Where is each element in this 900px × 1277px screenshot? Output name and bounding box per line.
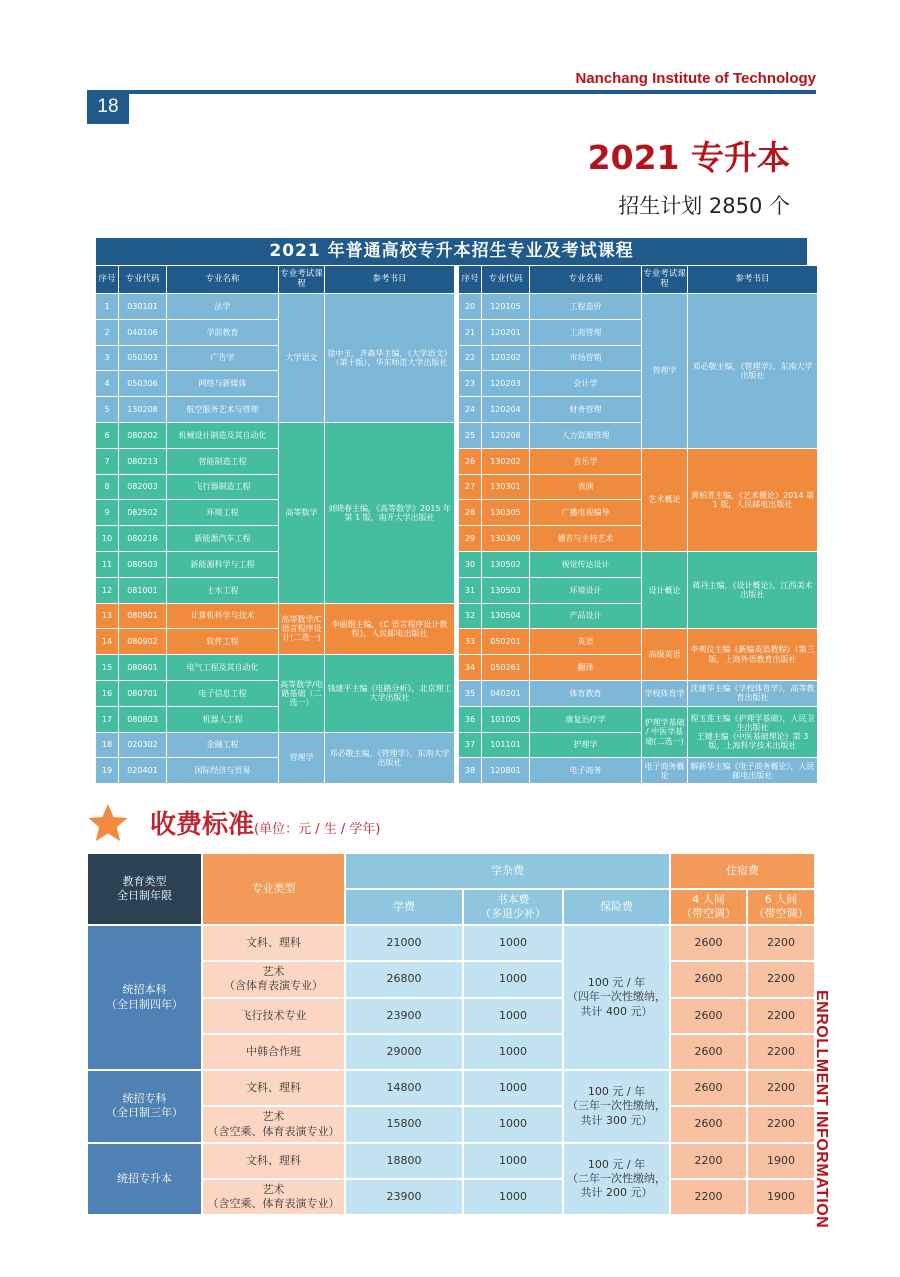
edu-type-label: 统招专升本 (88, 1144, 201, 1215)
major-code: 080701 (119, 681, 166, 706)
reference-books: 邓必敬主编，《管理学》，东南大学出版社 (688, 294, 817, 448)
major-no: 7 (96, 449, 118, 474)
exam-course: 高等数学/C 语言程序设计(二选一) (279, 604, 324, 655)
major-type: 艺术 （含空乘、体育表演专业） (203, 1107, 344, 1141)
tuition-fee: 29000 (346, 1035, 462, 1069)
major-name: 播音与主持艺术 (530, 526, 641, 551)
major-code: 120201 (482, 320, 529, 345)
major-code: 130305 (482, 500, 529, 525)
room6-fee: 2200 (748, 926, 814, 960)
tuition-fee: 21000 (346, 926, 462, 960)
major-code: 040201 (482, 681, 529, 706)
major-type: 中韩合作班 (203, 1035, 344, 1069)
reference-books: 程玉莲主编《护理学基础》，人民卫生出版社 王键主编《中医基础理论》第 3 版，上海科学技术出版社 (688, 707, 817, 758)
major-name: 音乐学 (530, 449, 641, 474)
major-name: 环境工程 (167, 500, 278, 525)
major-no: 1 (96, 294, 118, 319)
room4-fee: 2600 (671, 999, 746, 1033)
major-name: 英语 (530, 629, 641, 654)
edu-type-label: 统招本科 （全日制四年） (88, 926, 201, 1069)
major-code: 080902 (119, 629, 166, 654)
major-code: 130208 (119, 397, 166, 422)
major-code: 130503 (482, 578, 529, 603)
header-lodging: 住宿费 (671, 854, 814, 888)
major-code: 050306 (119, 371, 166, 396)
fees-heading (150, 804, 380, 841)
major-no: 36 (459, 707, 481, 732)
room4-fee: 2600 (671, 1071, 746, 1105)
major-name: 计算机科学与技术 (167, 604, 278, 629)
reference-books: 解新华主编《电子商务概论》，人民邮电出版社 (688, 758, 817, 783)
major-name: 财务管理 (530, 397, 641, 422)
major-name: 广告学 (167, 346, 278, 371)
header-rule (128, 90, 816, 94)
insurance-fee: 100 元 / 年 （三年一次性缴纳， 共计 300 元） (564, 1071, 669, 1142)
column-gap (455, 266, 458, 783)
reference-books: 李丽娟主编，《C 语言程序设计教程》，人民邮电出版社 (325, 604, 454, 655)
page-number: 18 (87, 90, 129, 124)
exam-course: 高等数学/电路基础（二选一） (279, 655, 324, 731)
major-name: 工商管理 (530, 320, 641, 345)
major-code: 130202 (482, 449, 529, 474)
major-name: 软件工程 (167, 629, 278, 654)
major-no: 37 (459, 733, 481, 758)
room6-fee: 2200 (748, 999, 814, 1033)
header-no: 序号 (459, 266, 481, 293)
major-code: 130504 (482, 604, 529, 629)
room6-fee: 2200 (748, 962, 814, 996)
header-books: 参考书目 (325, 266, 454, 293)
major-name: 翻译 (530, 655, 641, 680)
major-name: 工程造价 (530, 294, 641, 319)
major-no: 5 (96, 397, 118, 422)
exam-course: 管理学 (642, 294, 687, 448)
book-fee: 1000 (464, 926, 562, 960)
exam-course: 电子商务概论 (642, 758, 687, 783)
room4-fee: 2200 (671, 1180, 746, 1214)
header-misc-fees: 学杂费 (346, 854, 669, 888)
major-name: 电气工程及其自动化 (167, 655, 278, 680)
major-no: 28 (459, 500, 481, 525)
major-no: 21 (459, 320, 481, 345)
major-no: 2 (96, 320, 118, 345)
header-room6: 6 人间 （带空调） (748, 890, 814, 924)
header-exam: 专业考试课程 (279, 266, 324, 293)
major-no: 11 (96, 552, 118, 577)
major-code: 120105 (482, 294, 529, 319)
major-name: 表演 (530, 475, 641, 500)
header-major-type: 专业类型 (203, 854, 344, 924)
major-no: 29 (459, 526, 481, 551)
major-type: 文科、理科 (203, 926, 344, 960)
major-code: 120202 (482, 346, 529, 371)
room6-fee: 2200 (748, 1071, 814, 1105)
exam-course: 学校体育学 (642, 681, 687, 706)
major-name: 法学 (167, 294, 278, 319)
major-no: 31 (459, 578, 481, 603)
exam-course: 高级英语 (642, 629, 687, 680)
major-name: 机械设计制造及其自动化 (167, 423, 278, 448)
room6-fee: 2200 (748, 1107, 814, 1141)
major-no: 24 (459, 397, 481, 422)
major-no: 12 (96, 578, 118, 603)
major-code: 080202 (119, 423, 166, 448)
major-name: 国际经济与贸易 (167, 758, 278, 783)
header-insurance: 保险费 (564, 890, 669, 924)
header-books: 参考书目 (688, 266, 817, 293)
majors-table-title: 2021 年普通高校专升本招生专业及考试课程 (96, 238, 807, 265)
exam-course: 高等数学 (279, 423, 324, 603)
major-name: 环境设计 (530, 578, 641, 603)
major-name: 网络与新媒体 (167, 371, 278, 396)
tuition-fee: 14800 (346, 1071, 462, 1105)
major-no: 17 (96, 707, 118, 732)
tuition-fee: 23900 (346, 999, 462, 1033)
fees-table (88, 854, 814, 1214)
header-code: 专业代码 (119, 266, 166, 293)
major-name: 航空服务艺术与管理 (167, 397, 278, 422)
reference-books: 黄柏青主编，《艺术概论》2014 第 1 版，人民邮电出版社 (688, 449, 817, 551)
header-name: 专业名称 (530, 266, 641, 293)
major-type: 艺术 （含空乘、体育表演专业） (203, 1180, 344, 1214)
major-code: 030101 (119, 294, 166, 319)
major-name: 会计学 (530, 371, 641, 396)
edu-type-label: 统招专科 （全日制三年） (88, 1071, 201, 1142)
header-tuition: 学费 (346, 890, 462, 924)
major-name: 广播电视编导 (530, 500, 641, 525)
major-code: 120204 (482, 397, 529, 422)
reference-books: 李观仪主编《新编英语教程》（第三版，上海外语教育出版社 (688, 629, 817, 680)
major-name: 护理学 (530, 733, 641, 758)
major-name: 飞行器制造工程 (167, 475, 278, 500)
major-no: 32 (459, 604, 481, 629)
major-code: 082003 (119, 475, 166, 500)
major-no: 22 (459, 346, 481, 371)
major-no: 30 (459, 552, 481, 577)
room6-fee: 2200 (748, 1035, 814, 1069)
major-no: 20 (459, 294, 481, 319)
major-no: 15 (96, 655, 118, 680)
header-books: 书本费 （多退少补） (464, 890, 562, 924)
room4-fee: 2200 (671, 1144, 746, 1178)
major-code: 080503 (119, 552, 166, 577)
reference-books: 刘晓春主编，《高等数学》2015 年第 1 版，南开大学出版社 (325, 423, 454, 603)
major-no: 3 (96, 346, 118, 371)
major-code: 080216 (119, 526, 166, 551)
major-code: 101005 (482, 707, 529, 732)
major-no: 6 (96, 423, 118, 448)
room4-fee: 2600 (671, 1035, 746, 1069)
major-code: 050303 (119, 346, 166, 371)
major-name: 土木工程 (167, 578, 278, 603)
book-fee: 1000 (464, 1071, 562, 1105)
reference-books: 沈建华主编《学校体育学》，高等教育出版社 (688, 681, 817, 706)
page-title: 2021 专升本 (587, 138, 790, 177)
header-room4: 4 人间 （带空调） (671, 890, 746, 924)
major-code: 080803 (119, 707, 166, 732)
major-code: 130502 (482, 552, 529, 577)
major-name: 人力资源管理 (530, 423, 641, 448)
exam-course: 大学语文 (279, 294, 324, 422)
major-name: 学前教育 (167, 320, 278, 345)
major-no: 9 (96, 500, 118, 525)
reference-books: 蒋丹主编，《设计概论》，江西美术出版社 (688, 552, 817, 628)
major-type: 文科、理科 (203, 1071, 344, 1105)
major-type: 文科、理科 (203, 1144, 344, 1178)
book-fee: 1000 (464, 1180, 562, 1214)
major-code: 130309 (482, 526, 529, 551)
major-no: 34 (459, 655, 481, 680)
major-type: 艺术 （含体育表演专业） (203, 962, 344, 996)
tuition-fee: 15800 (346, 1107, 462, 1141)
major-code: 050201 (482, 629, 529, 654)
book-fee: 1000 (464, 999, 562, 1033)
major-code: 040106 (119, 320, 166, 345)
header-name: 专业名称 (167, 266, 278, 293)
major-name: 市场营销 (530, 346, 641, 371)
majors-table-grid (96, 266, 815, 783)
major-code: 120206 (482, 423, 529, 448)
major-name: 金融工程 (167, 733, 278, 758)
header-no: 序号 (96, 266, 118, 293)
exam-course: 艺术概论 (642, 449, 687, 551)
insurance-fee: 100 元 / 年 （四年一次性缴纳， 共计 400 元） (564, 926, 669, 1069)
institution-name: Nanchang Institute of Technology (575, 70, 816, 87)
major-name: 体育教育 (530, 681, 641, 706)
major-no: 19 (96, 758, 118, 783)
major-no: 35 (459, 681, 481, 706)
major-name: 新能源科学与工程 (167, 552, 278, 577)
major-no: 23 (459, 371, 481, 396)
major-code: 101101 (482, 733, 529, 758)
major-no: 10 (96, 526, 118, 551)
book-fee: 1000 (464, 1035, 562, 1069)
major-name: 康复治疗学 (530, 707, 641, 732)
major-code: 050261 (482, 655, 529, 680)
major-code: 120801 (482, 758, 529, 783)
major-no: 25 (459, 423, 481, 448)
fees-unit: (单位：元 / 生 / 学年) (254, 822, 381, 837)
majors-table (96, 238, 815, 783)
major-code: 120203 (482, 371, 529, 396)
major-name: 产品设计 (530, 604, 641, 629)
page-subtitle: 招生计划 2850 个 (618, 194, 790, 218)
room4-fee: 2600 (671, 926, 746, 960)
side-label: ENROLLMENT INFORMATION (813, 990, 830, 1229)
reference-books: 邓必敬主编，《管理学》，东南大学出版社 (325, 733, 454, 784)
book-fee: 1000 (464, 1144, 562, 1178)
header-code: 专业代码 (482, 266, 529, 293)
major-code: 082502 (119, 500, 166, 525)
major-no: 18 (96, 733, 118, 758)
major-no: 8 (96, 475, 118, 500)
major-no: 27 (459, 475, 481, 500)
major-no: 4 (96, 371, 118, 396)
exam-course: 管理学 (279, 733, 324, 784)
exam-course: 护理学基础 / 中医学基础(二选一) (642, 707, 687, 758)
insurance-fee: 100 元 / 年 （二年一次性缴纳， 共计 200 元） (564, 1144, 669, 1215)
reference-books: 钱建平主编《电路分析》，北京理工大学出版社 (325, 655, 454, 731)
major-no: 26 (459, 449, 481, 474)
header-exam: 专业考试课程 (642, 266, 687, 293)
tuition-fee: 18800 (346, 1144, 462, 1178)
room6-fee: 1900 (748, 1144, 814, 1178)
star-icon (87, 802, 129, 844)
major-code: 080601 (119, 655, 166, 680)
major-code: 080213 (119, 449, 166, 474)
reference-books: 徐中玉、齐森华主编，《大学语文》（第十版），华东师范大学出版社 (325, 294, 454, 422)
major-no: 38 (459, 758, 481, 783)
major-no: 16 (96, 681, 118, 706)
major-code: 080901 (119, 604, 166, 629)
major-name: 视觉传达设计 (530, 552, 641, 577)
book-fee: 1000 (464, 962, 562, 996)
major-name: 智能制造工程 (167, 449, 278, 474)
major-code: 130301 (482, 475, 529, 500)
room4-fee: 2600 (671, 962, 746, 996)
book-fee: 1000 (464, 1107, 562, 1141)
major-code: 081001 (119, 578, 166, 603)
exam-course: 设计概论 (642, 552, 687, 628)
major-type: 飞行技术专业 (203, 999, 344, 1033)
major-no: 33 (459, 629, 481, 654)
major-no: 13 (96, 604, 118, 629)
fees-title: 收费标准 (150, 810, 255, 840)
major-name: 机器人工程 (167, 707, 278, 732)
major-no: 14 (96, 629, 118, 654)
major-name: 电子信息工程 (167, 681, 278, 706)
tuition-fee: 26800 (346, 962, 462, 996)
header-edu-type: 教育类型 全日制年限 (88, 854, 201, 924)
major-name: 新能源汽车工程 (167, 526, 278, 551)
major-code: 020302 (119, 733, 166, 758)
tuition-fee: 23900 (346, 1180, 462, 1214)
major-name: 电子商务 (530, 758, 641, 783)
room4-fee: 2600 (671, 1107, 746, 1141)
room6-fee: 1900 (748, 1180, 814, 1214)
major-code: 020401 (119, 758, 166, 783)
